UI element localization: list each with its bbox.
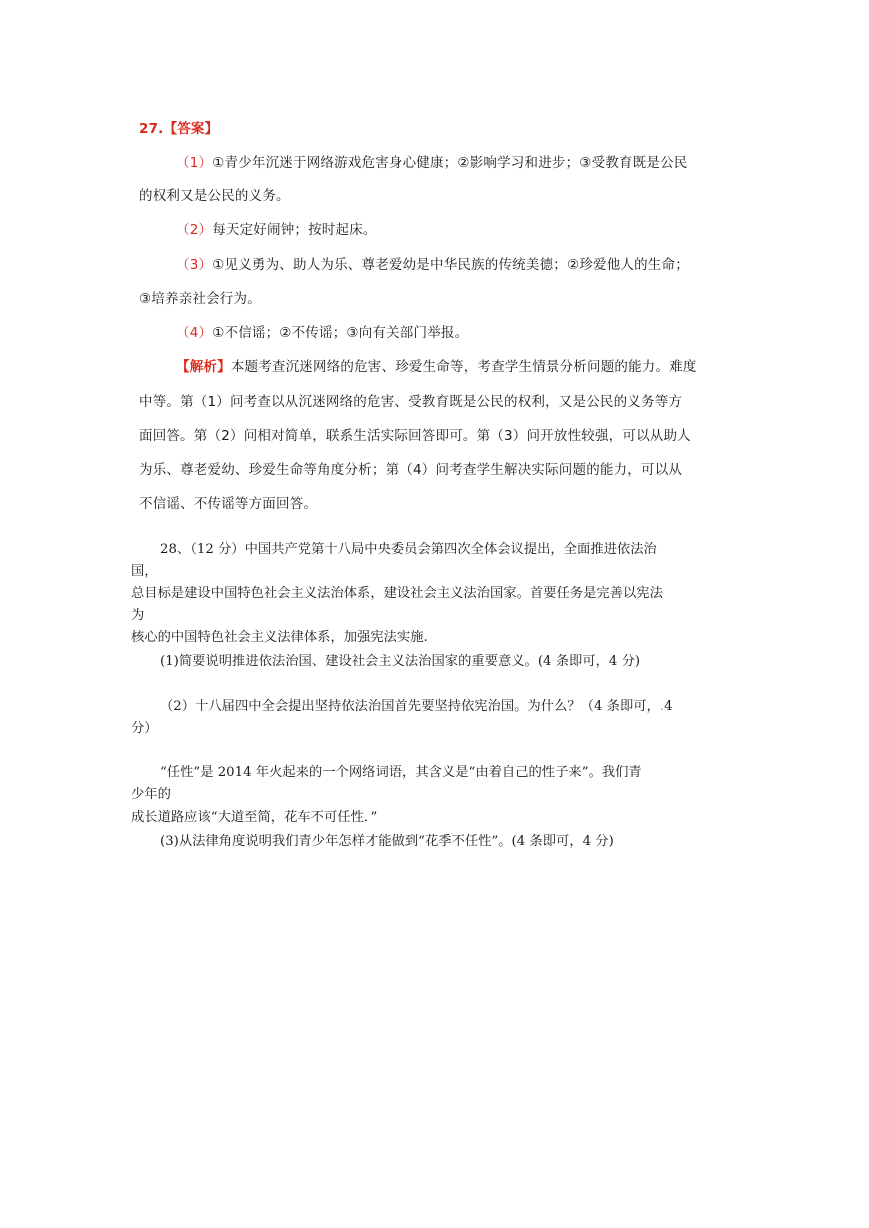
q27-answer-1-line2: 的权利又是公民的义务。 (139, 188, 290, 204)
q27-answer-1-line1: （1）①青少年沉迷于网络游戏危害身心健康；②影响学习和进步；③受教育既是公民 (176, 155, 688, 171)
answer-4-label: （4） (176, 325, 213, 341)
q27-number: 27. (139, 121, 164, 137)
q28-intro-line4: 为 (131, 608, 145, 623)
q27-analysis-line4: 为乐、尊老爱幼、珍爱生命等角度分析；第（4）问考查学生解决实际问题的能力，可以从 (139, 462, 683, 478)
answer-2-label: （2） (176, 222, 213, 238)
q27-answer-3-line1: （3）①见义勇为、助人为乐、尊老爱幼是中华民族的传统美德；②珍爱他人的生命； (176, 257, 689, 273)
q27-heading (139, 120, 218, 138)
q27-analysis-line2: 中等。第（1）问考查以从沉迷网络的危害、受教育既是公民的权利，又是公民的义务等方 (139, 394, 683, 410)
q27-answer-4: （4）①不信谣；②不传谣；③向有关部门举报。 (176, 325, 469, 341)
q28-subq-2-line1: （2）十八届四中全会提出坚持依法治国首先要坚持依宪治国。为什么？（4 条即可，.4 (160, 699, 673, 714)
q27-answer-2: （2）每天定好闹钟；按时起床。 (176, 222, 377, 238)
q28-passage-line3: 成长道路应该“大道至简，花车不可任性．” (131, 810, 378, 825)
answer-tag: 【答案】 (163, 121, 219, 137)
q28-subq-1: (1)简要说明推进依法治国、建设社会主义法治国家的重要意义。(4 条即可，4 分) (160, 654, 641, 669)
q27-answer-3-line2: ③培养亲社会行为。 (139, 291, 261, 307)
q27-analysis-line1: 【解析】本题考查沉迷网络的危害、珍爱生命等，考查学生情景分析问题的能力。难度 (176, 359, 697, 375)
q27-analysis-line5: 不信谣、不传谣等方面回答。 (139, 496, 318, 512)
q28-subq-3: (3)从法律角度说明我们青少年怎样才能做到“花季不任性”。(4 条即可，4 分) (160, 834, 614, 849)
q28-passage-line2: 少年的 (131, 787, 171, 802)
q28-intro-line1: 28、（12 分）中国共产党第十八局中央委员会第四次全体会议提出，全面推进依法治 (160, 542, 657, 557)
stray-mark: . (659, 699, 665, 714)
q28-intro-line5: 核心的中国特色社会主义法律体系，加强宪法实施. (131, 630, 428, 645)
analysis-tag: 【解析】 (176, 359, 231, 375)
q28-subq-2-line2: 分） (131, 721, 158, 736)
q27-analysis-line3: 面回答。第（2）问相对简单，联系生活实际回答即可。第（3）问开放性较强，可以从助人 (139, 428, 691, 444)
q28-intro-line3: 总目标是建设中国特色社会主义法治体系，建设社会主义法治国家。首要任务是完善以宪法 (131, 586, 663, 601)
answer-1-label: （1） (176, 155, 213, 171)
q28-intro-line2: 国， (131, 564, 158, 579)
answer-3-label: （3） (176, 257, 213, 273)
q28-passage-line1: “任性”是 2014 年火起来的一个网络词语，其含义是“由着自己的性子来”。我们青 (160, 765, 642, 780)
